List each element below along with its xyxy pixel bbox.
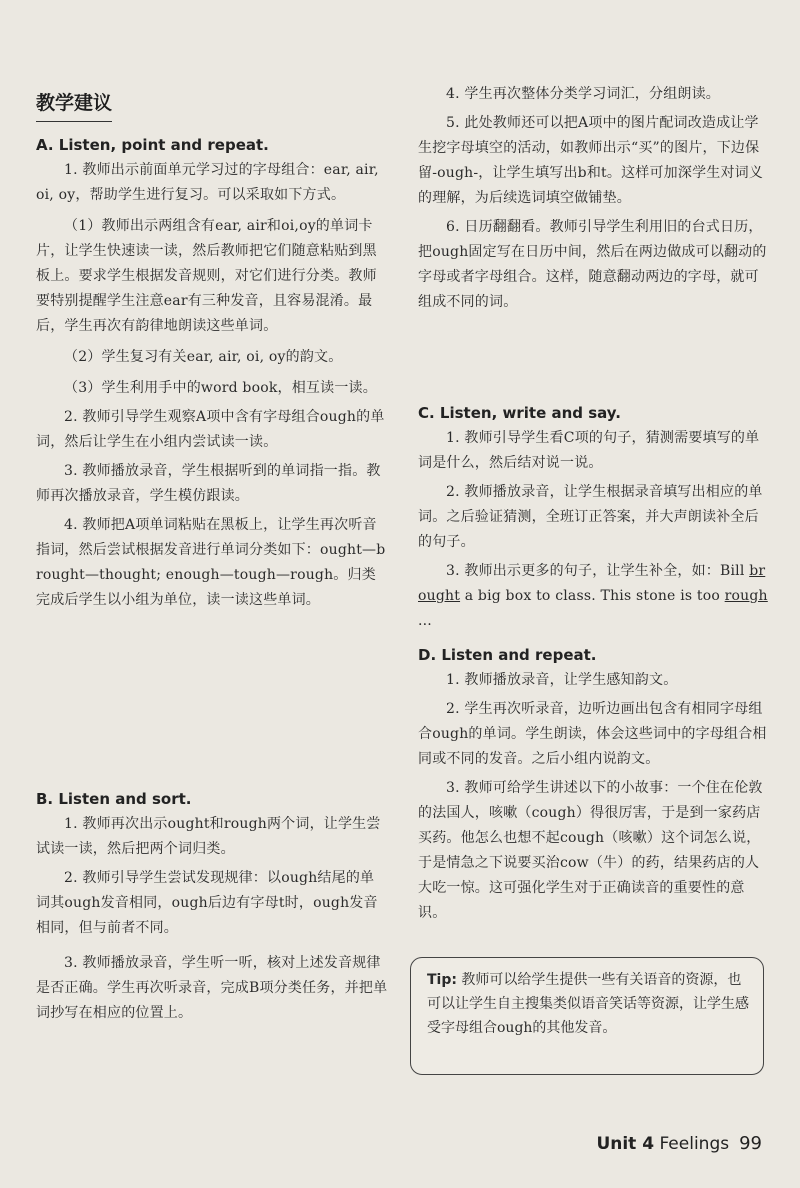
para-c3-middle: a big box to class. This stone is too xyxy=(460,588,725,604)
para-a1: 1. 教师出示前面单元学习过的字母组合：ear, air, oi, oy，帮助学生进行复习。可以采取如下方式。 xyxy=(36,162,379,203)
para-a5: 4. 学生再次整体分类学习词汇，分组朗读。 xyxy=(446,86,721,102)
section-a-continued xyxy=(418,82,768,315)
section-d-body xyxy=(418,668,768,926)
para-a2: 2. 教师引导学生观察A项中含有字母组合ough的单词，然后让学生在小组内尝试读一读。 xyxy=(36,409,385,450)
section-a-body xyxy=(36,158,388,613)
para-c3 xyxy=(418,559,768,634)
para-a1-3: （3）学生利用手中的word book，相互读一读。 xyxy=(64,380,377,396)
para-d2: 2. 学生再次听录音，边听边画出包含有相同字母组合ough的单词。学生朗读，体会这些词中的字母组合相同或不同的发音。之后小组内说韵文。 xyxy=(418,701,767,767)
unit-name: Feelings xyxy=(654,1134,730,1154)
para-c1: 1. 教师引导学生看C项的句子，猜测需要填写的单词是什么，然后结对说一说。 xyxy=(418,430,760,471)
para-a6: 5. 此处教师还可以把A项中的图片配词改造成让学生挖字母填空的活动，如教师出示“买”的图片，下边保留-ough-，让学生填写出b和t。这样可加深学生对词义的理解，为后续选词填空做铺垫。 xyxy=(418,115,764,206)
para-b1: 1. 教师再次出示ought和rough两个词，让学生尝试读一读，然后把两个词归类。 xyxy=(36,816,381,857)
para-a3: 3. 教师播放录音，学生根据听到的单词指一指。教师再次播放录音，学生模仿跟读。 xyxy=(36,463,381,504)
para-a1-2: （2）学生复习有关ear, air, oi, oy的韵文。 xyxy=(64,349,343,365)
heading-section-b: B. Listen and sort. xyxy=(36,790,192,808)
para-b3: 3. 教师播放录音，学生听一听，核对上述发音规律是否正确。学生再次听录音，完成B项分类任务，并把单词抄写在相应的位置上。 xyxy=(36,955,388,1021)
page-footer xyxy=(596,1133,762,1154)
tip-box xyxy=(410,957,764,1075)
heading-section-d: D. Listen and repeat. xyxy=(418,646,597,664)
para-c3-end: ... xyxy=(418,613,432,629)
section-title: 教学建议 xyxy=(36,88,112,122)
para-a7: 6. 日历翻翻看。教师引导学生利用旧的台式日历，把ough固定写在日历中间，然后在两边做成可以翻动的字母或者字母组合。这样，随意翻动两边的字母，就可组成不同的词。 xyxy=(418,219,767,310)
underlined-word-rough: rough xyxy=(724,588,768,604)
page-number: 99 xyxy=(739,1133,762,1154)
tip-label: Tip: xyxy=(427,972,457,988)
section-b-body xyxy=(36,812,388,1026)
para-a4: 4. 教师把A项单词粘贴在黑板上，让学生再次听音指词，然后尝试根据发音进行单词分类如下：ought—brought—thought; enough—tough—rough。归类完成后学生以小组为单位，读一读这些单词。 xyxy=(36,517,386,608)
unit-label: Unit 4 xyxy=(596,1134,655,1154)
para-d3: 3. 教师可给学生讲述以下的小故事：一个住在伦敦的法国人，咳嗽（cough）得很厉害，于是到一家药店买药。他怎么也想不起cough（咳嗽）这个词怎么说，于是情急之下说要买治cow（牛）的药，结果药店的人大吃一惊。这可强化学生对于正确读音的重要性的意识。 xyxy=(418,780,763,921)
tip-text: 教师可以给学生提供一些有关语音的资源，也可以让学生自主搜集类似语音笑话等资源，让学生感受字母组合ough的其他发音。 xyxy=(427,972,749,1036)
para-d1: 1. 教师播放录音，让学生感知韵文。 xyxy=(446,672,678,688)
heading-section-a: A. Listen, point and repeat. xyxy=(36,136,269,154)
section-c-body xyxy=(418,426,768,634)
para-c3-start: 3. 教师出示更多的句子，让学生补全，如：Bill xyxy=(446,563,750,579)
underlined-word-brought: brought xyxy=(418,563,766,604)
para-a1-1: （1）教师出示两组含有ear, air和oi,oy的单词卡片，让学生快速读一读，然后教师把它们随意粘贴到黑板上。要求学生根据发音规则，对它们进行分类。教师要特别提醒学生注意ear有三种发音，且容易混淆。最后，学生再次有韵律地朗读这些单词。 xyxy=(36,218,377,334)
para-b2: 2. 教师引导学生尝试发现规律：以ough结尾的单词其ough发音相同，ough后边有字母t时，ough发音相同，但与前者不同。 xyxy=(36,870,378,936)
tip-content xyxy=(427,968,749,1040)
para-c2: 2. 教师播放录音，让学生根据录音填写出相应的单词。之后验证猜测，全班订正答案，并大声朗读补全后的句子。 xyxy=(418,484,763,550)
heading-section-c: C. Listen, write and say. xyxy=(418,404,621,422)
